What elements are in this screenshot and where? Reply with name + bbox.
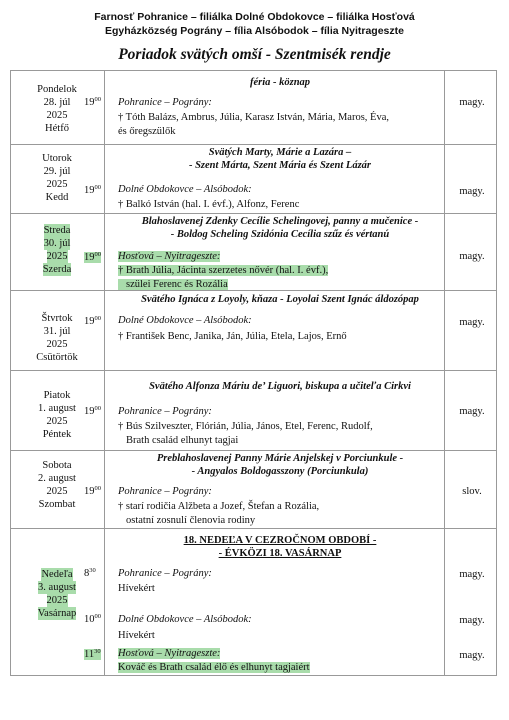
feast-title: féria - köznap (249, 77, 311, 88)
mass-time: $19^{00}$ (84, 184, 101, 196)
mass-location: Pohranice – Pográny: (118, 406, 212, 417)
mass-intention: † Tóth Balázs, Ambrus, Júlia, Karasz István, Mária, Maros, Éva, és őregszülők (118, 112, 389, 137)
day-cell-thursday: Štvrtok 31. júl 2025 Csütörtök (36, 313, 78, 363)
feast-title: Preblahoslavenej Panny Márie Anjelskej v Porciunkule - - Angyalos Boldogasszony (Porciunkula) (156, 453, 404, 477)
feast-title: Svätého Ignáca z Loyoly, kňaza - Loyolai Szent Ignác áldozópap (141, 294, 419, 305)
day-cell-monday: Pondelok 28. júl 2025 Hétfő (37, 84, 77, 134)
mass-time: $10^{00}$ (84, 613, 101, 625)
column-divider (104, 70, 105, 676)
mass-intention: Kováč és Brath család élő és elhunyt tagjaiért (118, 662, 310, 673)
row-divider (10, 450, 497, 451)
mass-location: Dolné Obdokovce – Alsóbodok: (118, 315, 252, 326)
mass-time: $8^{30}$ (84, 567, 96, 579)
mass-time: $11^{30}$ (84, 648, 101, 660)
language-note: magy. (459, 186, 485, 197)
column-divider (444, 70, 445, 676)
mass-intention: † Bús Szilveszter, Flórián, Júlia, János, Etel, Ferenc, Rudolf, Brath család elhunyt tagjai (118, 421, 373, 446)
mass-intention: Hívekért (118, 630, 155, 641)
day-cell-sunday: Nedeľa 3. august 2025 Vasárnap (37, 569, 77, 619)
mass-intention: † Brath Júlia, Jácinta szerzetes nővér (hal. I. évf.), szülei Ferenc és Rozália (118, 265, 329, 290)
feast-title: Blahoslavenej Zdenky Cecílie Schelingovej, panny a mučenice - - Boldog Scheling Szidónia Cecília szűz és vértanú (141, 216, 419, 240)
row-divider (10, 528, 497, 529)
mass-location: Pohranice – Pográny: (118, 568, 212, 579)
language-note: magy. (459, 97, 485, 108)
language-note: magy. (459, 406, 485, 417)
mass-time: $19^{00}$ (84, 405, 101, 417)
mass-time: $19^{00}$ (84, 315, 101, 327)
parish-header-line-2: Egyházközség Pográny – fília Alsóbodok – fília Nyitrageszte (105, 25, 404, 37)
mass-intention: † Balkó István (hal. I. évf.), Alfonz, Ferenc (118, 199, 300, 210)
mass-intention: Hívekért (118, 583, 155, 594)
language-note: magy. (459, 650, 485, 661)
day-cell-tuesday: Utorok 29. júl 2025 Kedd (42, 153, 72, 203)
language-note: magy. (459, 317, 485, 328)
language-note: magy. (459, 251, 485, 262)
language-note: magy. (459, 569, 485, 580)
mass-intention: † starí rodičia Alžbeta a Jozef, Štefan a Rozália, ostatní zosnulí členovia rodiny (118, 501, 320, 526)
mass-time: $19^{00}$ (84, 485, 101, 497)
feast-title: Svätého Alfonza Máriu de’ Liguori, biskupa a učiteľa Cirkvi (149, 381, 411, 392)
mass-time: $19^{00}$ (84, 251, 101, 263)
language-note: slov. (462, 486, 482, 497)
mass-intention: † František Benc, Janika, Ján, Júlia, Etela, Lajos, Ernő (118, 331, 347, 342)
parish-header-line-1: Farnosť Pohranice – filiálka Dolné Obdokovce – filiálka Hosťová (94, 11, 415, 23)
mass-location: Dolné Obdokovce – Alsóbodok: (118, 614, 252, 625)
mass-location: Hosťová – Nyitrageszte: (118, 251, 221, 262)
row-divider (10, 370, 497, 371)
mass-location: Pohranice – Pográny: (118, 486, 212, 497)
language-note: magy. (459, 615, 485, 626)
feast-title: Svätých Marty, Márie a Lazára – - Szent Márta, Szent Mária és Szent Lázár (188, 147, 372, 171)
feast-title: 18. NEDEĽA V CEZROČNOM OBDOBÍ - - ÉVKÖZI 18. VASÁRNAP (183, 535, 377, 559)
document-title: Poriadok svätých omší - Szentmisék rendje (118, 46, 391, 63)
day-cell-wednesday: Streda 30. júl 2025 Szerda (42, 225, 72, 275)
mass-location: Hosťová – Nyitrageszte: (118, 648, 221, 659)
day-cell-friday: Piatok 1. august 2025 Péntek (38, 390, 76, 440)
mass-location: Dolné Obdokovce – Alsóbodok: (118, 184, 252, 195)
mass-location: Pohranice – Pográny: (118, 97, 212, 108)
row-divider (10, 213, 497, 214)
row-divider (10, 144, 497, 145)
day-cell-saturday: Sobota 2. august 2025 Szombat (38, 460, 76, 510)
mass-time: $19^{00}$ (84, 96, 101, 108)
